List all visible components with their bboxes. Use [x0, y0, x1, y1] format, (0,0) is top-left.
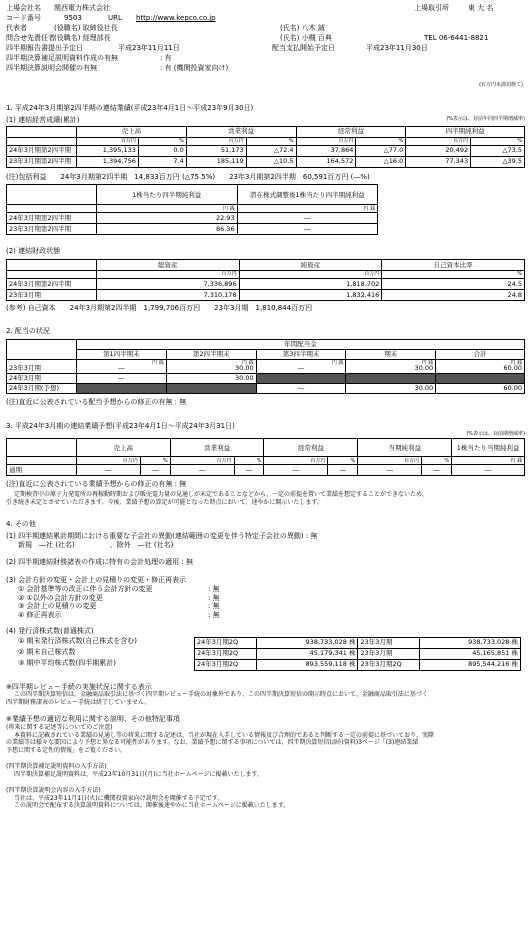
list-item — [18, 611, 525, 620]
header-sales: 売上高 — [76, 439, 170, 457]
forecast-pct-note: (%表示は、対前期増減率) — [466, 431, 525, 437]
cell: △72.4 — [246, 145, 296, 156]
cell — [166, 359, 256, 373]
dividend-date-label: 配当支払開始予定日 — [272, 44, 335, 52]
section-3-pct-row — [6, 431, 525, 437]
dividend-table — [6, 339, 525, 394]
cell: ― — [358, 465, 422, 476]
cell: 30.00 — [166, 373, 256, 383]
unit-yen: 百万円 — [170, 457, 234, 465]
shares-label: ③ 期中平均株式数(四半期累計) — [18, 658, 116, 667]
code-value: 9503 — [64, 14, 82, 22]
header-ordinary: 経常利益 — [296, 126, 406, 137]
meeting-material-text-1: 当社は、平成23年11月1日(火)に機関投資家向け説明会を開催する予定です。 — [14, 794, 224, 802]
cell: 1,818,702 — [239, 279, 382, 290]
unit-pct: % — [246, 137, 296, 145]
special-accounting: (2) 四半期連結財務諸表の作成に特有の会計処理の適用 : 無 — [6, 558, 193, 567]
table-row — [7, 156, 525, 167]
forecast-usage-title: ※業績予想の適切な利用に関する説明、その他特記事項 — [6, 715, 180, 724]
shares-block — [6, 637, 525, 671]
cell: 938,733,028 株 — [256, 637, 358, 648]
cell: 7,310,178 — [96, 290, 239, 301]
financial-position-table — [6, 259, 525, 301]
unit-yen: 百万円 — [186, 137, 246, 145]
section-3 — [6, 422, 525, 506]
cell — [76, 359, 166, 373]
cell: △10.5 — [246, 156, 296, 167]
cell-shaded — [256, 373, 346, 383]
cell: △73.5 — [471, 145, 525, 156]
rep-title: (役職名) 取締役社長 — [54, 24, 118, 32]
cell: 22.93 — [96, 213, 237, 224]
list-item — [18, 594, 525, 603]
section-1-title: 1. 平成24年3月期第2四半期の連結業績(平成23年4月1日～平成23年9月30日) — [6, 104, 254, 112]
company-label: 上場会社名 — [6, 4, 41, 12]
section-1 — [6, 104, 525, 313]
unit-yen: 百万円 — [76, 457, 140, 465]
unit-yen-sen: 円 銭 — [331, 359, 344, 366]
contact-title: (役職名) 経理部長 — [54, 34, 111, 42]
eps-table — [6, 184, 378, 235]
header-blank — [7, 339, 77, 359]
cell-period: 23年3月期2Q — [358, 659, 420, 670]
header-equity-ratio: 自己資本比率 — [382, 260, 525, 271]
cell: 7,336,896 — [96, 279, 239, 290]
cell: ― — [264, 465, 328, 476]
dividend-date: 平成23年11月30日 — [366, 44, 428, 52]
table-row — [7, 373, 525, 383]
unit-pct: % — [422, 457, 452, 465]
cell: 164,572 — [296, 156, 356, 167]
header-total: 合計 — [436, 349, 525, 359]
unit-blank — [7, 205, 97, 213]
contact-label: 問合せ先責任者 — [6, 34, 55, 42]
header-operating: 営業利益 — [170, 439, 264, 457]
header-operating: 営業利益 — [186, 126, 296, 137]
cell: 893,559,118 株 — [256, 659, 358, 670]
cell: 1,832,416 — [239, 290, 382, 301]
header-eps: 1株当たり当期純利益 — [452, 439, 525, 457]
comprehensive-income-note: (注)包括利益 24年3月期第2四半期 14,833百万円 (△75.5%) 23年3月期第2四半期 60,591百万円 (―%) — [6, 172, 370, 181]
rep-label: 代表者 — [6, 24, 27, 32]
unit-pct: % — [138, 137, 186, 145]
review-text-2: 四半期財務諸表のレビュー手続は終了していません。 — [6, 698, 151, 706]
unit-yen-sen: 円 銭 — [96, 205, 237, 213]
list-item — [18, 585, 525, 594]
equity-reference: (参考) 自己資本 24年3月期第2四半期 1,799,706百万円 23年3月期 1,810,844百万円 — [6, 304, 313, 312]
header-eps: 1株当たり四半期純利益 — [96, 185, 237, 205]
row-label: 23年3月期 — [7, 290, 97, 301]
cell — [256, 359, 346, 373]
forecast-usage-sub: (将来に関する記述等についてのご注意) — [6, 724, 113, 731]
cell-shaded — [346, 373, 436, 383]
row-label: 23年3月期 — [7, 359, 77, 373]
subsidiary-detail: 新規 ―社 (社名) 、除外 ―社 (社名) — [18, 540, 174, 549]
exchange-value: 東 大 名 — [468, 4, 494, 12]
cell: ― — [76, 373, 166, 383]
shares-labels — [6, 637, 194, 671]
list-item-label: ③ 会計上の見積りの変更 — [18, 602, 97, 611]
cell-value: 30.00 — [234, 364, 254, 373]
header-blank — [7, 439, 77, 457]
cell: ― — [237, 224, 377, 235]
header-net-assets: 純資産 — [239, 260, 382, 271]
review-text-1: この四半期決算短信は、金融商品取引法に基づく四半期レビュー手続の対象外であり、この四半期決算短信の開示時点において、金融商品取引法に基づく — [14, 691, 428, 699]
shares-label: ① 期末発行済株式数(自己株式を含む) — [18, 636, 137, 645]
policy-change-title: (3) 会計方針の変更・会計上の見積りの変更・修正再表示 — [6, 576, 187, 584]
row-label: 24年3月期 — [7, 373, 77, 383]
unit-yen-sen: 円 銭 — [452, 457, 525, 465]
policy-change-list — [6, 585, 525, 620]
meeting-material-title: (四半期決算説明会内容の入手方法) — [6, 787, 101, 794]
forecast-note: (注)直近に公表されている業績予想からの修正の有無 : 無 — [6, 480, 187, 489]
forecast-detail-1: 定期検査中の原子力発電所の再稼動時期および販売電力量の見通しが未定であることなどから、一定の前提を置いて業績を想定することができないため、 — [14, 491, 428, 498]
header-blank — [7, 260, 97, 271]
unit-blank — [7, 271, 97, 279]
table-row — [7, 145, 525, 156]
row-label: 23年3月期第2四半期 — [7, 224, 97, 235]
cell: 0.0 — [138, 145, 186, 156]
company-url-link[interactable]: http://www.kepco.co.jp — [136, 14, 216, 22]
cell: 938,733,028 株 — [420, 637, 521, 648]
cell-value: 30.00 — [414, 364, 434, 373]
unit-yen: 百万円 — [239, 271, 382, 279]
subsidiary-change: (1) 四半期連結累計期間における重要な子会社の異動(連結範囲の変更を伴う特定子会社の異動) : 無 — [6, 531, 318, 540]
unit-yen: 百万円 — [406, 137, 471, 145]
header-diluted-eps: 潜在株式調整後1株当たり四半期純利益 — [237, 185, 377, 205]
header-annual-dividend: 年間配当金 — [76, 339, 524, 349]
forecast-usage-2: の業績等は様々な要因により予想と異なる可能性があります。なお、業績予想に関する事項については、四半期決算短信(添付資料)3ページ「(3)連結業績 — [6, 739, 419, 746]
cell-period: 24年3月期2Q — [195, 637, 257, 648]
section-1-sub1: (1) 連結経営成績(累計) — [6, 115, 80, 124]
cell: ― — [76, 465, 140, 476]
cell — [346, 359, 436, 373]
section-4 — [6, 520, 525, 671]
cell: 45,165,851 株 — [420, 648, 521, 659]
exchange-label: 上場取引所 — [414, 4, 449, 12]
list-item-value: : 無 — [208, 584, 220, 593]
unit-blank — [7, 137, 77, 145]
list-item-value: : 無 — [208, 611, 220, 619]
cell: ― — [256, 383, 346, 393]
cell: 30.00 — [346, 383, 436, 393]
section-4-title: 4. その他 — [6, 520, 36, 528]
forecast-table — [6, 438, 525, 476]
contact-tel: TEL 06-6441-8821 — [424, 34, 489, 42]
meeting-value: : 有 (機関投資家向け) — [160, 64, 229, 72]
header-total-assets: 総資産 — [96, 260, 239, 271]
list-item-value: : 無 — [208, 602, 220, 611]
cell-shaded — [166, 383, 256, 393]
cell: 24.5 — [382, 279, 525, 290]
cell: 37,864 — [296, 145, 356, 156]
unit-blank — [7, 457, 77, 465]
section-3-title: 3. 平成24年3月期の連結業績予想(平成23年4月1日～平成24年3月31日) — [6, 422, 235, 431]
cell: 51,173 — [186, 145, 246, 156]
shares-label: ② 期末自己株式数 — [18, 647, 76, 656]
cell-value: 60.00 — [503, 364, 522, 373]
header-blank — [7, 185, 97, 205]
pct-note: (%表示は、対前年同四半期増減率) — [446, 115, 525, 122]
report-header — [6, 4, 525, 92]
cell-period: 24年3月期2Q — [195, 648, 257, 659]
unit-yen-sen: 円 銭 — [242, 359, 254, 366]
list-item-label: ② ①以外の会計方針の変更 — [18, 593, 103, 602]
list-item-label: ④ 修正再表示 — [18, 611, 62, 619]
supp-label: 四半期決算補足説明資料作成の有無 — [6, 54, 118, 62]
cell-period: 24年3月期2Q — [195, 659, 257, 670]
unit-yen: 百万円 — [96, 271, 239, 279]
section-1-sub1-row — [6, 116, 525, 125]
table-row — [195, 637, 521, 648]
unit-pct: % — [140, 457, 170, 465]
unit-pct: % — [356, 137, 406, 145]
unit-pct: % — [234, 457, 264, 465]
cell-value: ― — [118, 364, 125, 373]
section-2-title: 2. 配当の状況 — [6, 326, 50, 335]
header-q2: 第2四半期末 — [166, 349, 256, 359]
row-label: 通期 — [7, 465, 77, 476]
cell — [436, 359, 525, 373]
header-net: 四半期純利益 — [406, 126, 525, 137]
cell: △16.0 — [356, 156, 406, 167]
unit-yen: 百万円 — [76, 137, 138, 145]
cell: 60.00 — [436, 383, 525, 393]
supp-material-title: (四半期決算補足説明資料の入手方法) — [6, 763, 107, 770]
section-2 — [6, 327, 525, 407]
header-q3: 第3四半期末 — [256, 349, 346, 359]
header-net: 当期純利益 — [358, 439, 452, 457]
cell: 86.36 — [96, 224, 237, 235]
list-item — [18, 602, 525, 611]
cell: 895,544,216 株 — [420, 659, 521, 670]
code-label: コード番号 — [6, 14, 41, 22]
section-1-sub2: (2) 連結財政状態 — [6, 247, 61, 256]
row-label: 24年3月期第2四半期 — [7, 213, 97, 224]
unit-yen-sen: 円 銭 — [421, 359, 434, 366]
forecast-usage-1: 本資料に記載されている業績の見通し等の将来に関する記述は、当社が現在入手している情報及び合理的であると判断する一定の前提に基づいており、実際 — [14, 731, 435, 739]
report-date: 平成23年11月11日 — [118, 44, 180, 52]
meeting-label: 四半期決算説明会開催の有無 — [6, 64, 97, 72]
header-year-end: 期末 — [346, 349, 436, 359]
cell: ― — [140, 465, 170, 476]
url-label: URL — [108, 14, 122, 22]
cell: 7.4 — [138, 156, 186, 167]
cell: 1,395,133 — [76, 145, 138, 156]
unit-pct: % — [471, 137, 525, 145]
header-ordinary: 経常利益 — [264, 439, 358, 457]
cell: 77,343 — [406, 156, 471, 167]
header-q1: 第1四半期末 — [76, 349, 166, 359]
unit-yen: 百万円 — [358, 457, 422, 465]
cell: ― — [328, 465, 358, 476]
header-sales: 売上高 — [76, 126, 186, 137]
unit-yen-sen: 円 銭 — [510, 359, 522, 366]
contact-name: (氏名) 小槻 百典 — [280, 34, 332, 42]
row-label: 24年3月期第2四半期 — [7, 145, 77, 156]
unit-pct: % — [328, 457, 358, 465]
table-row — [7, 359, 525, 373]
rep-name: (氏名) 八木 誠 — [280, 24, 325, 32]
cell-shaded — [76, 383, 166, 393]
cell: ― — [170, 465, 234, 476]
supp-value: : 有 — [160, 54, 172, 62]
cell: 20,492 — [406, 145, 471, 156]
row-label: 24年3月期(予想) — [7, 383, 77, 393]
list-item-value: : 無 — [208, 593, 220, 602]
shares-title: (4) 発行済株式数(普通株式) — [6, 626, 94, 635]
unit-yen: 百万円 — [264, 457, 328, 465]
cell-shaded — [436, 373, 525, 383]
list-item-label: ① 会計基準等の改正に伴う会計方針の変更 — [18, 584, 153, 593]
supp-material-text: 四半期決算補足説明資料は、平成23年10月31日(月)に当社ホームページに掲載いたします。 — [14, 770, 263, 778]
forecast-detail-2: 引き続き未定とさせていただきます。今後、業績予想の算定が可能となった時点において、速やかに開示いたします。 — [6, 498, 323, 506]
table-row — [195, 648, 521, 659]
table-row — [195, 659, 521, 670]
meeting-material-text-2: この説明会で配布する決算説明資料については、開催後速やかに当社ホームページに掲載いたします。 — [14, 802, 290, 809]
operating-results-table — [6, 126, 525, 168]
cell-value: ― — [297, 364, 305, 373]
cell: △39.5 — [471, 156, 525, 167]
dividend-note: (注)直近に公表されている配当予想からの修正の有無 : 無 — [6, 397, 187, 406]
shares-table — [194, 637, 521, 671]
unit-yen: 百万円 — [296, 137, 356, 145]
table-row — [7, 465, 525, 476]
cell: ― — [452, 465, 525, 476]
review-title: ※四半期レビュー手続の実施状況に関する表示 — [6, 682, 152, 691]
forecast-usage-3: 予想に関する定性的情報」をご覧ください。 — [6, 746, 127, 754]
table-row — [7, 383, 525, 393]
row-label: 24年3月期第2四半期 — [7, 279, 97, 290]
report-date-label: 四半期報告書提出予定日 — [6, 44, 83, 52]
row-label: 23年3月期第2四半期 — [7, 156, 77, 167]
table-row — [7, 224, 378, 235]
cell-period: 23年3月期 — [358, 637, 420, 648]
header-blank — [7, 126, 77, 137]
table-row — [7, 290, 525, 301]
cell: ― — [422, 465, 452, 476]
cell: 185,119 — [186, 156, 246, 167]
cell: ― — [234, 465, 264, 476]
cell: △77.0 — [356, 145, 406, 156]
cell: 1,394,756 — [76, 156, 138, 167]
unit-yen-sen: 円 銭 — [237, 205, 377, 213]
unit-note: (百万円未満切捨て) — [479, 82, 523, 88]
cell-period: 23年3月期 — [358, 648, 420, 659]
table-row — [7, 213, 378, 224]
cell: ― — [237, 213, 377, 224]
unit-yen-sen: 円 銭 — [152, 359, 164, 366]
company-name: 関西電力株式会社 — [54, 4, 110, 12]
table-row — [7, 279, 525, 290]
notes-section — [6, 683, 525, 810]
cell: 45,179,341 株 — [256, 648, 358, 659]
unit-pct: % — [382, 271, 525, 279]
cell: 24.8 — [382, 290, 525, 301]
